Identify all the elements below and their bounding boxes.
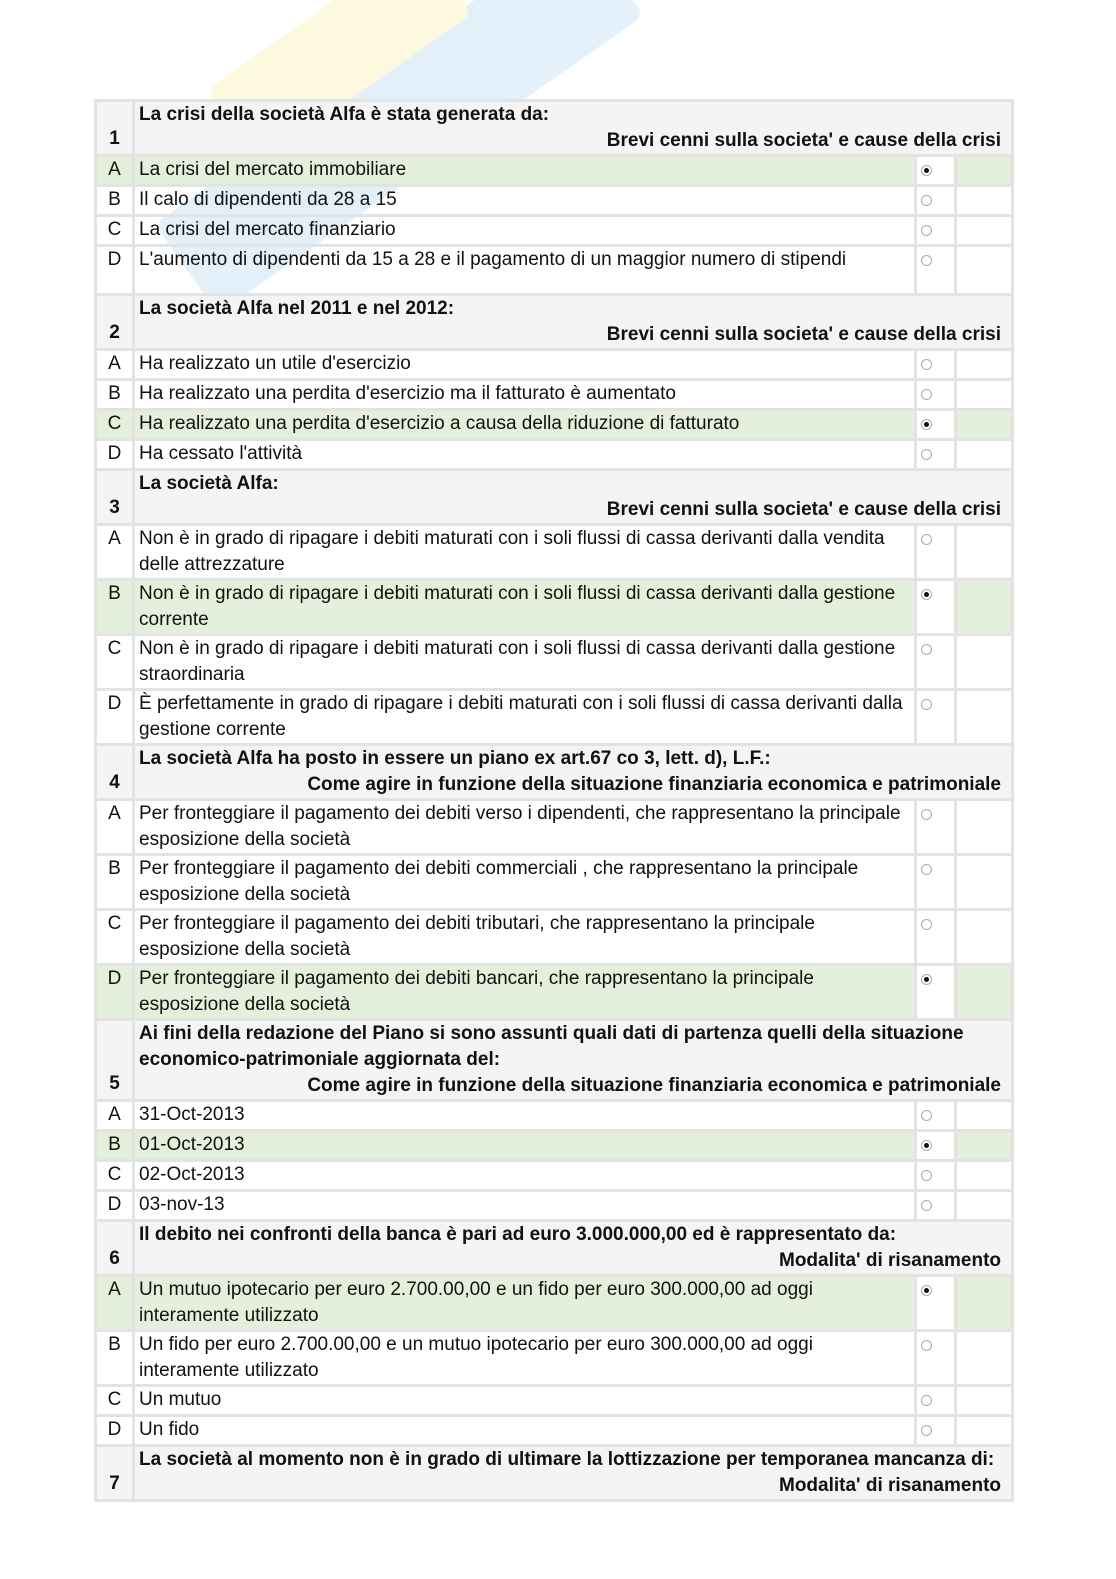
- radio-unselected[interactable]: [921, 1395, 932, 1406]
- option-row: [96, 965, 1013, 1020]
- option-row: [96, 1101, 1013, 1131]
- option-letter: B: [96, 580, 134, 635]
- question-category: Brevi cenni sulla societa' e cause della crisi: [606, 499, 1001, 520]
- question-cell: [134, 101, 1013, 156]
- option-spacer: [956, 440, 1013, 470]
- option-letter: C: [96, 1386, 134, 1416]
- question-number: 5: [96, 1020, 134, 1101]
- option-row: [96, 1331, 1013, 1386]
- option-letter: C: [96, 1161, 134, 1191]
- question-row: [96, 470, 1013, 525]
- option-text: Un mutuo: [134, 1386, 916, 1416]
- option-row: [96, 1416, 1013, 1446]
- option-row: [96, 410, 1013, 440]
- radio-unselected[interactable]: [921, 919, 932, 930]
- option-text: Un mutuo ipotecario per euro 2.700.00,00 e un fido per euro 300.000,00 ad oggi interamente utilizzato: [134, 1276, 916, 1331]
- option-row: [96, 690, 1013, 745]
- option-row: [96, 800, 1013, 855]
- radio-unselected[interactable]: [921, 1110, 932, 1121]
- question-category: Brevi cenni sulla societa' e cause della crisi: [606, 324, 1001, 345]
- question-text: Il debito nei confronti della banca è pari ad euro 3.000.000,00 ed è rappresentato da:: [139, 1224, 897, 1245]
- question-cell: [134, 470, 1013, 525]
- option-letter: A: [96, 1101, 134, 1131]
- option-letter: A: [96, 350, 134, 380]
- radio-unselected[interactable]: [921, 225, 932, 236]
- radio-selected[interactable]: [921, 589, 932, 600]
- option-text: Ha realizzato una perdita d'esercizio a causa della riduzione di fatturato: [134, 410, 916, 440]
- option-spacer: [956, 635, 1013, 690]
- option-spacer: [956, 1191, 1013, 1221]
- radio-unselected[interactable]: [921, 195, 932, 206]
- question-cell: [134, 745, 1013, 800]
- radio-unselected[interactable]: [921, 389, 932, 400]
- option-spacer: [956, 380, 1013, 410]
- option-row: [96, 855, 1013, 910]
- question-text: La crisi della società Alfa è stata generata da:: [139, 104, 550, 125]
- option-spacer: [956, 186, 1013, 216]
- question-number: 1: [96, 101, 134, 156]
- option-spacer: [956, 525, 1013, 580]
- radio-selected[interactable]: [921, 1140, 932, 1151]
- option-letter: B: [96, 855, 134, 910]
- question-cell: [134, 1020, 1013, 1101]
- option-text: 03-nov-13: [134, 1191, 916, 1221]
- option-spacer: [956, 1131, 1013, 1161]
- option-letter: C: [96, 216, 134, 246]
- option-letter: D: [96, 246, 134, 295]
- option-spacer: [956, 1416, 1013, 1446]
- question-row: [96, 1446, 1013, 1501]
- option-row: [96, 380, 1013, 410]
- option-letter: C: [96, 635, 134, 690]
- radio-selected[interactable]: [921, 1285, 932, 1296]
- option-spacer: [956, 156, 1013, 186]
- radio-unselected[interactable]: [921, 534, 932, 545]
- question-category: Come agire in funzione della situazione finanziaria economica e patrimoniale: [307, 774, 1001, 795]
- option-letter: D: [96, 1191, 134, 1221]
- question-number: 4: [96, 745, 134, 800]
- option-spacer: [956, 800, 1013, 855]
- option-row: [96, 1191, 1013, 1221]
- option-text: 31-Oct-2013: [134, 1101, 916, 1131]
- option-text: Ha cessato l'attività: [134, 440, 916, 470]
- option-row: [96, 635, 1013, 690]
- radio-unselected[interactable]: [921, 809, 932, 820]
- option-row: [96, 350, 1013, 380]
- radio-unselected[interactable]: [921, 699, 932, 710]
- question-row: [96, 101, 1013, 156]
- option-letter: B: [96, 380, 134, 410]
- option-text: Per fronteggiare il pagamento dei debiti tributari, che rappresentano la principale esposizione della società: [134, 910, 916, 965]
- radio-unselected[interactable]: [921, 1340, 932, 1351]
- option-text: È perfettamente in grado di ripagare i debiti maturati con i soli flussi di cassa derivanti dalla gestione corrente: [134, 690, 916, 745]
- question-number: 6: [96, 1221, 134, 1276]
- question-cell: [134, 1446, 1013, 1501]
- option-row: [96, 440, 1013, 470]
- option-letter: D: [96, 1416, 134, 1446]
- option-text: L'aumento di dipendenti da 15 a 28 e il pagamento di un maggior numero di stipendi: [134, 246, 916, 295]
- option-letter: A: [96, 156, 134, 186]
- option-spacer: [956, 965, 1013, 1020]
- question-row: [96, 745, 1013, 800]
- option-row: [96, 1386, 1013, 1416]
- radio-unselected[interactable]: [921, 359, 932, 370]
- option-row: [96, 1276, 1013, 1331]
- option-text: Per fronteggiare il pagamento dei debiti commerciali , che rappresentano la principale esposizione della società: [134, 855, 916, 910]
- radio-selected[interactable]: [921, 165, 932, 176]
- option-spacer: [956, 410, 1013, 440]
- option-letter: A: [96, 1276, 134, 1331]
- radio-selected[interactable]: [921, 974, 932, 985]
- option-letter: B: [96, 1331, 134, 1386]
- radio-unselected[interactable]: [921, 1200, 932, 1211]
- option-letter: C: [96, 910, 134, 965]
- option-row: [96, 525, 1013, 580]
- option-text: 01-Oct-2013: [134, 1131, 916, 1161]
- option-letter: B: [96, 186, 134, 216]
- option-row: [96, 580, 1013, 635]
- option-spacer: [956, 246, 1013, 295]
- option-spacer: [956, 350, 1013, 380]
- question-row: [96, 1221, 1013, 1276]
- option-row: [96, 1131, 1013, 1161]
- option-letter: D: [96, 440, 134, 470]
- option-spacer: [956, 855, 1013, 910]
- option-text: Non è in grado di ripagare i debiti maturati con i soli flussi di cassa derivanti dalla vendita delle attrezzature: [134, 525, 916, 580]
- question-row: [96, 295, 1013, 350]
- option-text: Il calo di dipendenti da 28 a 15: [134, 186, 916, 216]
- question-category: Modalita' di risanamento: [779, 1475, 1001, 1496]
- quiz-table: [94, 99, 1014, 1502]
- radio-unselected[interactable]: [921, 1425, 932, 1436]
- option-text: 02-Oct-2013: [134, 1161, 916, 1191]
- option-spacer: [956, 690, 1013, 745]
- question-text: La società Alfa nel 2011 e nel 2012:: [139, 298, 455, 319]
- option-text: La crisi del mercato finanziario: [134, 216, 916, 246]
- question-cell: [134, 295, 1013, 350]
- option-row: [96, 1161, 1013, 1191]
- option-spacer: [956, 216, 1013, 246]
- question-number: 3: [96, 470, 134, 525]
- option-letter: D: [96, 690, 134, 745]
- question-text: Ai fini della redazione del Piano si sono assunti quali dati di partenza quelli della situazione economico-patrimoniale aggiornata del:: [139, 1023, 964, 1070]
- option-row: [96, 216, 1013, 246]
- option-letter: B: [96, 1131, 134, 1161]
- option-row: [96, 910, 1013, 965]
- question-number: 2: [96, 295, 134, 350]
- radio-unselected[interactable]: [921, 1170, 932, 1181]
- option-row: [96, 186, 1013, 216]
- question-cell: [134, 1221, 1013, 1276]
- question-category: Brevi cenni sulla societa' e cause della crisi: [606, 130, 1001, 151]
- radio-unselected[interactable]: [921, 255, 932, 266]
- radio-unselected[interactable]: [921, 644, 932, 655]
- radio-unselected[interactable]: [921, 449, 932, 460]
- option-spacer: [956, 580, 1013, 635]
- option-text: Non è in grado di ripagare i debiti maturati con i soli flussi di cassa derivanti dalla gestione straordinaria: [134, 635, 916, 690]
- option-text: Ha realizzato una perdita d'esercizio ma il fatturato è aumentato: [134, 380, 916, 410]
- option-spacer: [956, 1101, 1013, 1131]
- option-text: Per fronteggiare il pagamento dei debiti bancari, che rappresentano la principale esposizione della società: [134, 965, 916, 1020]
- option-text: Un fido per euro 2.700.00,00 e un mutuo ipotecario per euro 300.000,00 ad oggi interamente utilizzato: [134, 1331, 916, 1386]
- option-letter: A: [96, 525, 134, 580]
- question-category: Come agire in funzione della situazione finanziaria economica e patrimoniale: [307, 1075, 1001, 1096]
- option-text: Un fido: [134, 1416, 916, 1446]
- option-row: [96, 246, 1013, 295]
- option-letter: C: [96, 410, 134, 440]
- question-row: [96, 1020, 1013, 1101]
- radio-unselected[interactable]: [921, 864, 932, 875]
- option-spacer: [956, 1161, 1013, 1191]
- question-text: La società Alfa:: [139, 473, 279, 494]
- option-text: Non è in grado di ripagare i debiti maturati con i soli flussi di cassa derivanti dalla gestione corrente: [134, 580, 916, 635]
- option-spacer: [956, 1331, 1013, 1386]
- option-spacer: [956, 1386, 1013, 1416]
- option-row: [96, 156, 1013, 186]
- option-letter: D: [96, 965, 134, 1020]
- option-spacer: [956, 910, 1013, 965]
- option-text: Per fronteggiare il pagamento dei debiti verso i dipendenti, che rappresentano la principale esposizione della società: [134, 800, 916, 855]
- question-text: La società al momento non è in grado di ultimare la lottizzazione per temporanea mancanza di:: [139, 1449, 995, 1470]
- question-category: Modalita' di risanamento: [779, 1250, 1001, 1271]
- option-spacer: [956, 1276, 1013, 1331]
- option-text: Ha realizzato un utile d'esercizio: [134, 350, 916, 380]
- option-letter: A: [96, 800, 134, 855]
- radio-selected[interactable]: [921, 419, 932, 430]
- question-number: 7: [96, 1446, 134, 1501]
- question-text: La società Alfa ha posto in essere un piano ex art.67 co 3, lett. d), L.F.:: [139, 748, 771, 769]
- option-text: La crisi del mercato immobiliare: [134, 156, 916, 186]
